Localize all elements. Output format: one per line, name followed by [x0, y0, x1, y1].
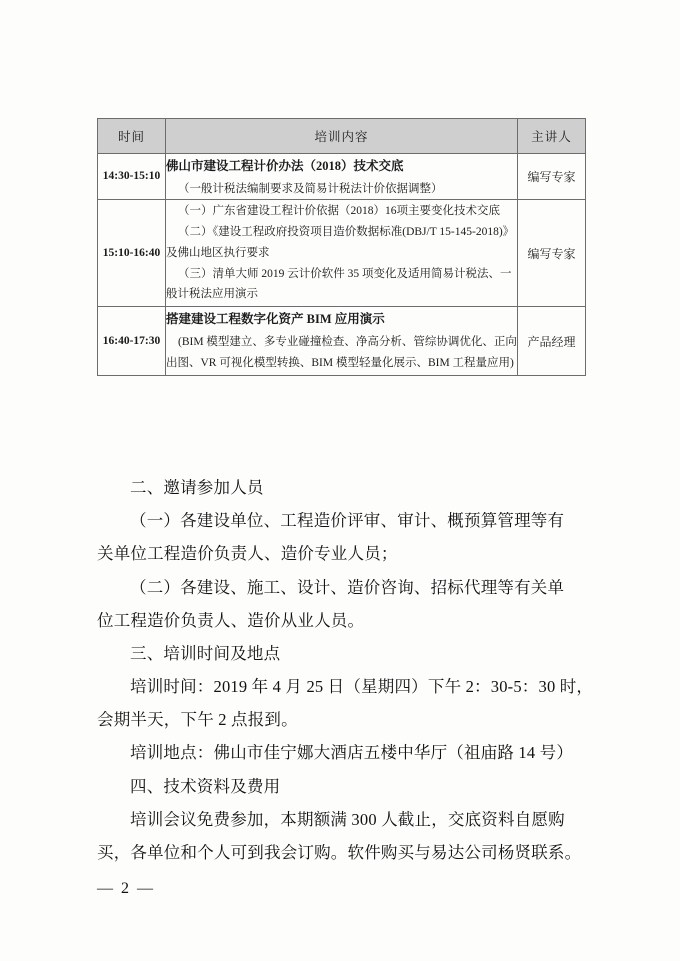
paragraph: 位工程造价负责人、造价从业人员。 [97, 610, 365, 630]
content-line: (BIM 模型建立、多专业碰撞检查、净高分析、管综协调优化、正向 [178, 336, 517, 349]
content-line: 般计税法应用演示 [166, 288, 258, 301]
paragraph: 买，各单位和个人可到我会订购。软件购买与易达公司杨贤联系。 [97, 842, 582, 862]
cell-content [166, 154, 518, 200]
document-body [97, 472, 597, 870]
column-header-time: 时间 [98, 119, 166, 154]
section-heading-4: 四、技术资料及费用 [130, 776, 281, 796]
paragraph: 培训地点：佛山市佳宁娜大酒店五楼中华厅（祖庙路 14 号） [130, 743, 574, 763]
paragraph: 培训时间：2019 年 4 月 25 日（星期四）下午 2：30-5：30 时， [130, 677, 594, 697]
page-number: — 2 — [97, 880, 155, 897]
column-header-speaker: 主讲人 [518, 119, 586, 154]
content-line: （一般计税法编制要求及简易计税法计价依据调整） [178, 182, 443, 195]
content-line: 搭建建设工程数字化资产 BIM 应用演示 [166, 312, 385, 327]
content-line: 佛山市建设工程计价办法（2018）技术交底 [166, 159, 404, 173]
content-line: （一）广东省建设工程计价依据（2018）16项主要变化技术交底 [178, 204, 500, 217]
content-line: （二）《建设工程政府投资项目造价数据标准(DBJ/T 15-145-2018)》 [178, 225, 515, 238]
table-header-row [98, 119, 586, 154]
section-heading-2: 二、邀请参加人员 [130, 478, 264, 497]
cell-time: 16:40-17:30 [98, 307, 166, 376]
cell-speaker: 编写专家 [518, 199, 586, 307]
paragraph: 培训会议免费参加，本期额满 300 人截止，交底资料自愿购 [130, 809, 565, 829]
paragraph: （一）各建设单位、工程造价评审、审计、概预算管理等有 [130, 511, 565, 531]
content-line: 及佛山地区执行要求 [166, 246, 270, 259]
paragraph: 关单位工程造价负责人、造价专业人员； [97, 544, 398, 564]
training-schedule-table [97, 118, 585, 376]
paragraph: （二）各建设、施工、设计、造价咨询、招标代理等有关单 [130, 577, 565, 597]
paragraph: 会期半天，下午 2 点报到。 [97, 710, 298, 730]
cell-content [166, 199, 518, 307]
cell-time: 15:10-16:40 [98, 199, 166, 307]
content-line: （三）清单大师 2019 云计价软件 35 项变化及适用简易计税法、一 [178, 267, 512, 280]
cell-content [166, 307, 518, 376]
table-row [98, 307, 586, 376]
section-heading-3: 三、培训时间及地点 [130, 643, 281, 663]
content-line: 出图、VR 可视化模型转换、BIM 模型轻量化展示、BIM 工程量应用) [166, 357, 514, 370]
table-row [98, 199, 586, 307]
cell-speaker: 编写专家 [518, 154, 586, 200]
table-row [98, 154, 586, 200]
cell-speaker: 产品经理 [518, 307, 586, 376]
column-header-content: 培训内容 [166, 119, 518, 154]
cell-time: 14:30-15:10 [98, 154, 166, 200]
